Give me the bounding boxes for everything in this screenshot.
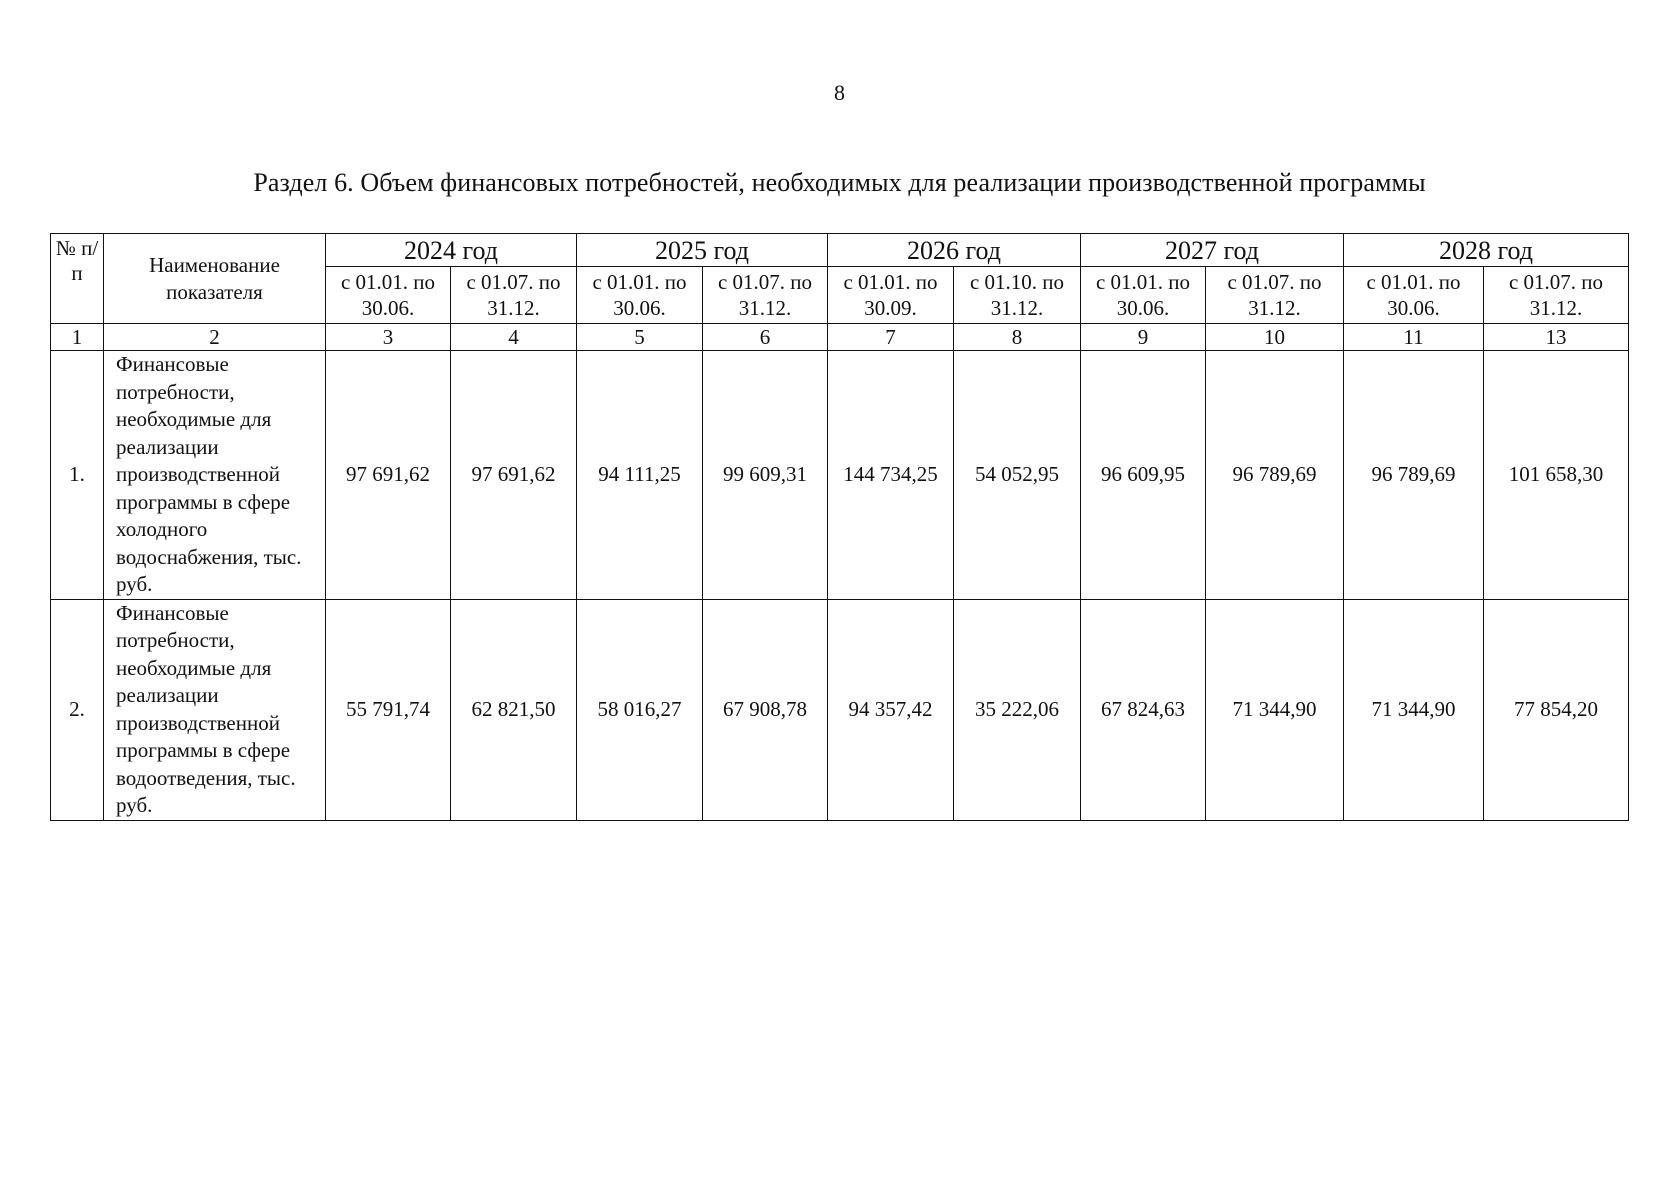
header-year: 2027 год [1081,234,1344,267]
value-cell: 144 734,25 [828,351,954,600]
value-cell: 71 344,90 [1206,599,1344,820]
page-number: 8 [834,80,845,105]
column-number: 8 [954,324,1081,351]
indicator-name: Финансовые потребности, необходимые для реализации производственной программы в сфере водоотведения, тыс. руб. [104,599,326,820]
row-number: 1. [51,351,104,600]
header-period: с 01.01. по 30.09. [828,267,954,324]
value-cell: 71 344,90 [1344,599,1484,820]
table-row [51,351,1629,600]
value-cell: 58 016,27 [577,599,703,820]
table-row [51,599,1629,820]
column-number: 11 [1344,324,1484,351]
header-period: с 01.07. по 31.12. [703,267,828,324]
column-number: 3 [326,324,451,351]
column-number: 13 [1484,324,1629,351]
header-period: с 01.07. по 31.12. [1484,267,1629,324]
header-period: с 01.07. по 31.12. [1206,267,1344,324]
value-cell: 67 824,63 [1081,599,1206,820]
column-number: 2 [104,324,326,351]
value-cell: 101 658,30 [1484,351,1629,600]
value-cell: 54 052,95 [954,351,1081,600]
value-cell: 35 222,06 [954,599,1081,820]
header-period: с 01.01. по 30.06. [1344,267,1484,324]
column-number: 1 [51,324,104,351]
column-number: 6 [703,324,828,351]
header-period: с 01.01. по 30.06. [577,267,703,324]
value-cell: 99 609,31 [703,351,828,600]
section-title: Раздел 6. Объем финансовых потребностей, необходимых для реализации производственной программы [253,168,1426,197]
column-number: 9 [1081,324,1206,351]
value-cell: 94 357,42 [828,599,954,820]
header-period: с 01.01. по 30.06. [326,267,451,324]
column-number: 10 [1206,324,1344,351]
value-cell: 67 908,78 [703,599,828,820]
header-indicator-name: Наименование показателя [104,234,326,324]
header-period: с 01.07. по 31.12. [451,267,577,324]
value-cell: 62 821,50 [451,599,577,820]
financial-needs-table [50,233,1629,821]
value-cell: 55 791,74 [326,599,451,820]
header-period: с 01.10. по 31.12. [954,267,1081,324]
value-cell: 97 691,62 [326,351,451,600]
header-num: № п/п [51,234,104,324]
value-cell: 96 789,69 [1344,351,1484,600]
value-cell: 77 854,20 [1484,599,1629,820]
header-year: 2024 год [326,234,577,267]
header-year: 2025 год [577,234,828,267]
column-number: 7 [828,324,954,351]
header-year: 2026 год [828,234,1081,267]
value-cell: 94 111,25 [577,351,703,600]
value-cell: 97 691,62 [451,351,577,600]
column-number: 5 [577,324,703,351]
row-number: 2. [51,599,104,820]
header-year: 2028 год [1344,234,1629,267]
column-number: 4 [451,324,577,351]
indicator-name: Финансовые потребности, необходимые для реализации производственной программы в сфере холодного водоснабжения, тыс. руб. [104,351,326,600]
value-cell: 96 609,95 [1081,351,1206,600]
header-period: с 01.01. по 30.06. [1081,267,1206,324]
value-cell: 96 789,69 [1206,351,1344,600]
